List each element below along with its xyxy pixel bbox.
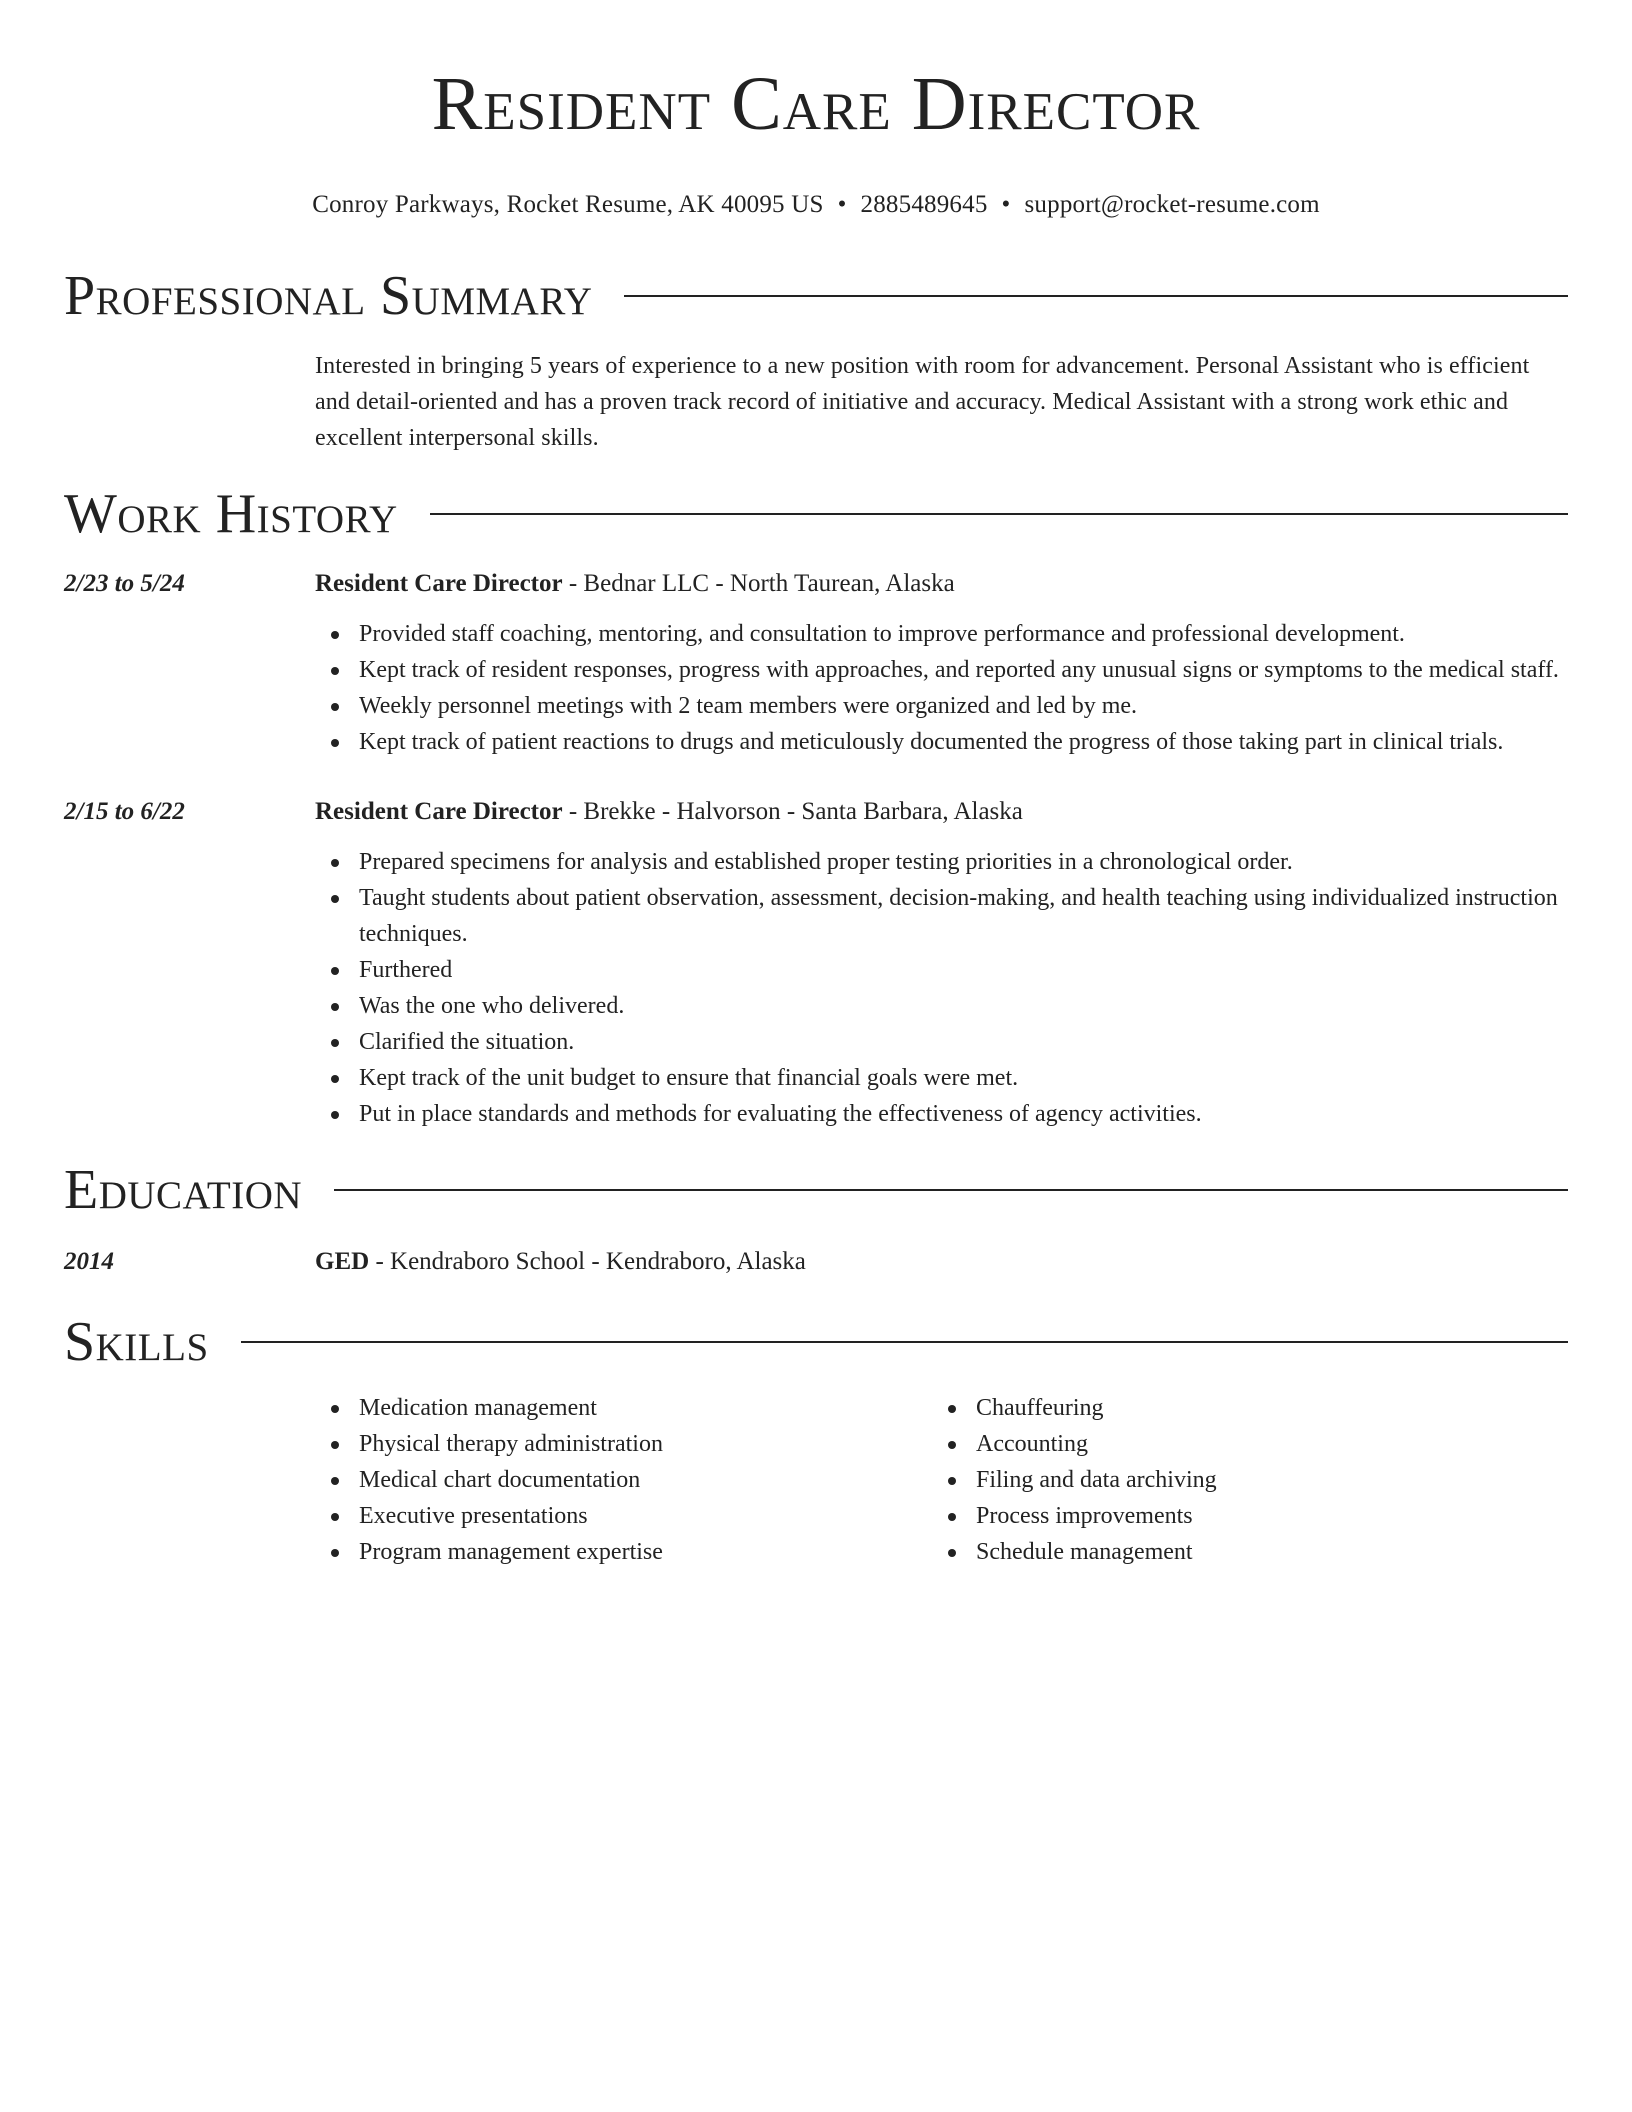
- list-item: Was the one who delivered.: [359, 988, 1568, 1024]
- skills-columns: [315, 1374, 1568, 1570]
- list-item: Process improvements: [976, 1498, 1549, 1534]
- job-details: [315, 794, 1568, 1132]
- list-item: Kept track of the unit budget to ensure that financial goals were met.: [359, 1060, 1568, 1096]
- job-dates: 2/15 to 6/22: [64, 798, 185, 825]
- job-heading: [315, 566, 1568, 602]
- job-bullets: [315, 844, 1568, 1132]
- section-title: Professional Summary: [64, 265, 593, 327]
- skills-list: [315, 1390, 1568, 1570]
- skills-right-column: [932, 1390, 1549, 1570]
- job-dates: 2/23 to 5/24: [64, 570, 185, 597]
- list-item: Accounting: [976, 1426, 1549, 1462]
- contact-separator: •: [837, 191, 847, 218]
- list-item: Prepared specimens for analysis and established proper testing priorities in a chronological order.: [359, 844, 1568, 880]
- contact-line: [64, 188, 1568, 222]
- skills-left-column: [315, 1390, 932, 1570]
- list-item: Executive presentations: [359, 1498, 932, 1534]
- list-item: Weekly personnel meetings with 2 team members were organized and led by me.: [359, 688, 1568, 724]
- contact-phone: 2885489645: [860, 191, 988, 218]
- list-item: Filing and data archiving: [976, 1462, 1549, 1498]
- job-employer: - Bednar LLC - North Taurean, Alaska: [562, 570, 955, 597]
- job-entry: [64, 794, 1568, 1132]
- job-title: Resident Care Director: [315, 798, 563, 825]
- list-item: Physical therapy administration: [359, 1426, 932, 1462]
- list-item: Kept track of resident responses, progress with approaches, and reported any unusual signs or symptoms to the medical staff.: [359, 652, 1568, 688]
- education-section-header: [64, 1158, 1568, 1222]
- job-bullets: [315, 616, 1568, 760]
- education-year: 2014: [64, 1248, 114, 1275]
- contact-separator: •: [1001, 191, 1011, 218]
- section-divider: [430, 513, 1568, 515]
- section-divider: [241, 1341, 1568, 1343]
- list-item: Schedule management: [976, 1534, 1549, 1570]
- education-degree: GED: [315, 1248, 370, 1275]
- list-item: Medication management: [359, 1390, 932, 1426]
- list-item: Taught students about patient observation, assessment, decision-making, and health teaching using individualized instruction techniques.: [359, 880, 1568, 952]
- list-item: Furthered: [359, 952, 1568, 988]
- education-entry: [64, 1244, 1568, 1280]
- job-employer: - Brekke - Halvorson - Santa Barbara, Alaska: [562, 798, 1023, 825]
- contact-email: support@rocket-resume.com: [1024, 191, 1320, 218]
- summary-text: Interested in bringing 5 years of experience to a new position with room for advancement. Personal Assistant who is efficient and detail-oriented and has a proven track record of initiative and accuracy. Medical Assistant with a strong work ethic and excellent interpersonal skills.: [315, 353, 1530, 451]
- job-title: Resident Care Director: [315, 570, 563, 597]
- summary-row: [64, 348, 1568, 456]
- section-title: Work History: [64, 483, 398, 545]
- list-item: Medical chart documentation: [359, 1462, 932, 1498]
- education-school: - Kendraboro School - Kendraboro, Alaska: [369, 1248, 806, 1275]
- section-title: Skills: [64, 1311, 209, 1373]
- education-details: [315, 1244, 1568, 1280]
- section-divider: [334, 1189, 1568, 1191]
- section-title: Education: [64, 1159, 303, 1221]
- job-details: [315, 566, 1568, 760]
- list-item: Program management expertise: [359, 1534, 932, 1570]
- job-entry: [64, 566, 1568, 760]
- resume-name: Resident Care Director: [431, 62, 1201, 146]
- job-heading: [315, 794, 1568, 830]
- list-item: Clarified the situation.: [359, 1024, 1568, 1060]
- contact-address: Conroy Parkways, Rocket Resume, AK 40095 US: [312, 191, 824, 218]
- list-item: Provided staff coaching, mentoring, and consultation to improve performance and professional development.: [359, 616, 1568, 652]
- skills-row: [64, 1374, 1568, 1570]
- section-divider: [624, 295, 1568, 297]
- summary-section-header: [64, 264, 1568, 328]
- list-item: Kept track of patient reactions to drugs and meticulously documented the progress of those taking part in clinical trials.: [359, 724, 1568, 760]
- work-section-header: [64, 482, 1568, 546]
- list-item: Put in place standards and methods for evaluating the effectiveness of agency activities.: [359, 1096, 1568, 1132]
- list-item: Chauffeuring: [976, 1390, 1549, 1426]
- skills-section-header: [64, 1310, 1568, 1374]
